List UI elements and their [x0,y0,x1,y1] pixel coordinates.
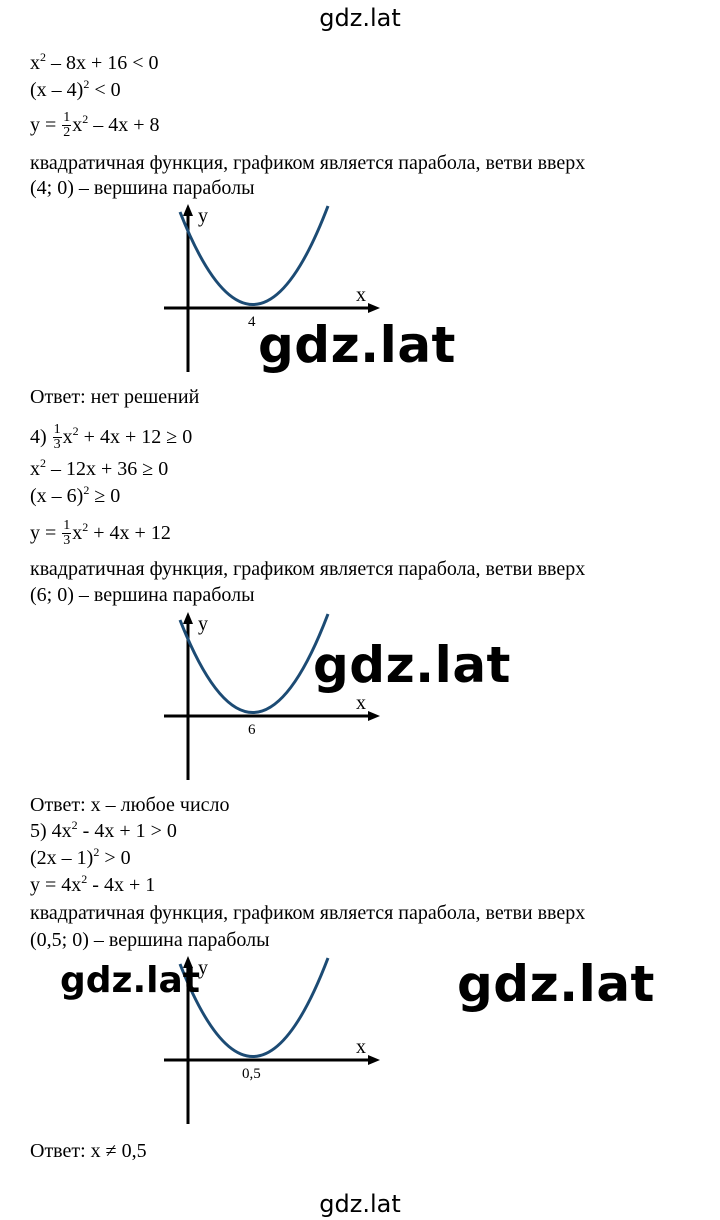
expr-text: (2x – 1) [30,847,94,869]
expr-text: - 4x + 1 [87,874,156,896]
watermark-graph3-right: gdz.lat [457,955,655,1013]
footer-watermark: gdz.lat [319,1190,401,1218]
expr-text: ≥ 0 [89,485,121,507]
vertex-line: (0,5; 0) – вершина параболы [30,929,270,951]
function-line [30,112,160,141]
expr-text: x [72,522,83,545]
answer-line: Ответ: x – любое число [30,794,230,816]
expr-text: x [30,458,40,480]
expr-text: y = [30,522,62,545]
answer-line: Ответ: нет решений [30,386,200,408]
expr-text: – 8x + 16 < 0 [46,52,159,74]
exponent: 2 [83,483,90,497]
expr-text: – 4x + 8 [88,114,160,137]
y-axis-arrow [183,612,193,624]
vertex-tick-label: 4 [248,314,256,330]
exponent: 2 [81,872,88,886]
vertex-line: (6; 0) – вершина параболы [30,584,255,606]
numerator: 1 [53,422,61,437]
expr-text: 5) 4x [30,820,72,842]
fraction [62,111,71,140]
numerator: 1 [63,518,71,533]
exponent: 2 [82,520,89,535]
watermark-graph2: gdz.lat [313,636,511,694]
denominator: 3 [63,533,71,548]
y-axis-label: y [198,957,208,979]
function-line [30,520,171,549]
fraction [62,519,71,548]
vertex-line: (4; 0) – вершина параболы [30,177,255,199]
expr-text: x [30,52,40,74]
denominator: 3 [53,437,61,452]
numerator: 1 [63,110,71,125]
expr-text: < 0 [89,79,121,101]
exponent: 2 [93,845,100,859]
square-form-line [30,485,120,509]
x-axis-label: x [356,284,366,306]
expanded-line [30,458,168,482]
exponent: 2 [40,456,46,470]
x-axis-arrow [368,1055,380,1065]
expr-text: (x – 6) [30,485,84,507]
expr-text: - 4x + 1 > 0 [77,820,177,842]
expr-text: + 4x + 12 ≥ 0 [78,426,193,449]
inequality-line [30,424,192,453]
expr-text: y = [30,114,62,137]
y-axis-arrow [183,204,193,216]
header-watermark: gdz.lat [319,4,401,32]
exponent: 2 [83,77,90,91]
inequality-line [30,52,159,76]
fraction [53,423,62,452]
expr-text: x [62,426,73,449]
exponent: 2 [71,818,78,832]
description-line: квадратичная функция, графиком является парабола, ветви вверх [30,902,586,924]
description-line: квадратичная функция, графиком является парабола, ветви вверх [30,152,586,174]
y-axis-label: y [198,613,208,635]
expr-text: – 12x + 36 ≥ 0 [46,458,169,480]
exponent: 2 [72,424,79,439]
exponent: 2 [82,112,89,127]
function-line [30,874,155,898]
y-axis-label: y [198,205,208,227]
expr-text: (x – 4) [30,79,84,101]
parabola-graph [150,608,390,788]
expr-text: y = 4x [30,874,82,896]
inequality-line [30,820,177,844]
vertex-tick-label: 0,5 [242,1066,261,1082]
expr-text: + 4x + 12 [88,522,171,545]
square-form-line [30,79,121,103]
answer-line: Ответ: x ≠ 0,5 [30,1140,147,1162]
expr-text: > 0 [99,847,131,869]
square-form-line [30,847,131,871]
expr-text: 4) [30,426,52,449]
description-line: квадратичная функция, графиком является парабола, ветви вверх [30,558,586,580]
x-axis-label: x [356,1036,366,1058]
expr-text: x [72,114,83,137]
denominator: 2 [63,125,71,140]
x-axis-label: x [356,692,366,714]
watermark-graph1: gdz.lat [258,316,456,374]
x-axis-arrow [368,711,380,721]
x-axis-arrow [368,303,380,313]
vertex-tick-label: 6 [248,722,256,738]
exponent: 2 [40,50,46,64]
watermark-graph3-left: gdz.lat [60,960,201,1001]
